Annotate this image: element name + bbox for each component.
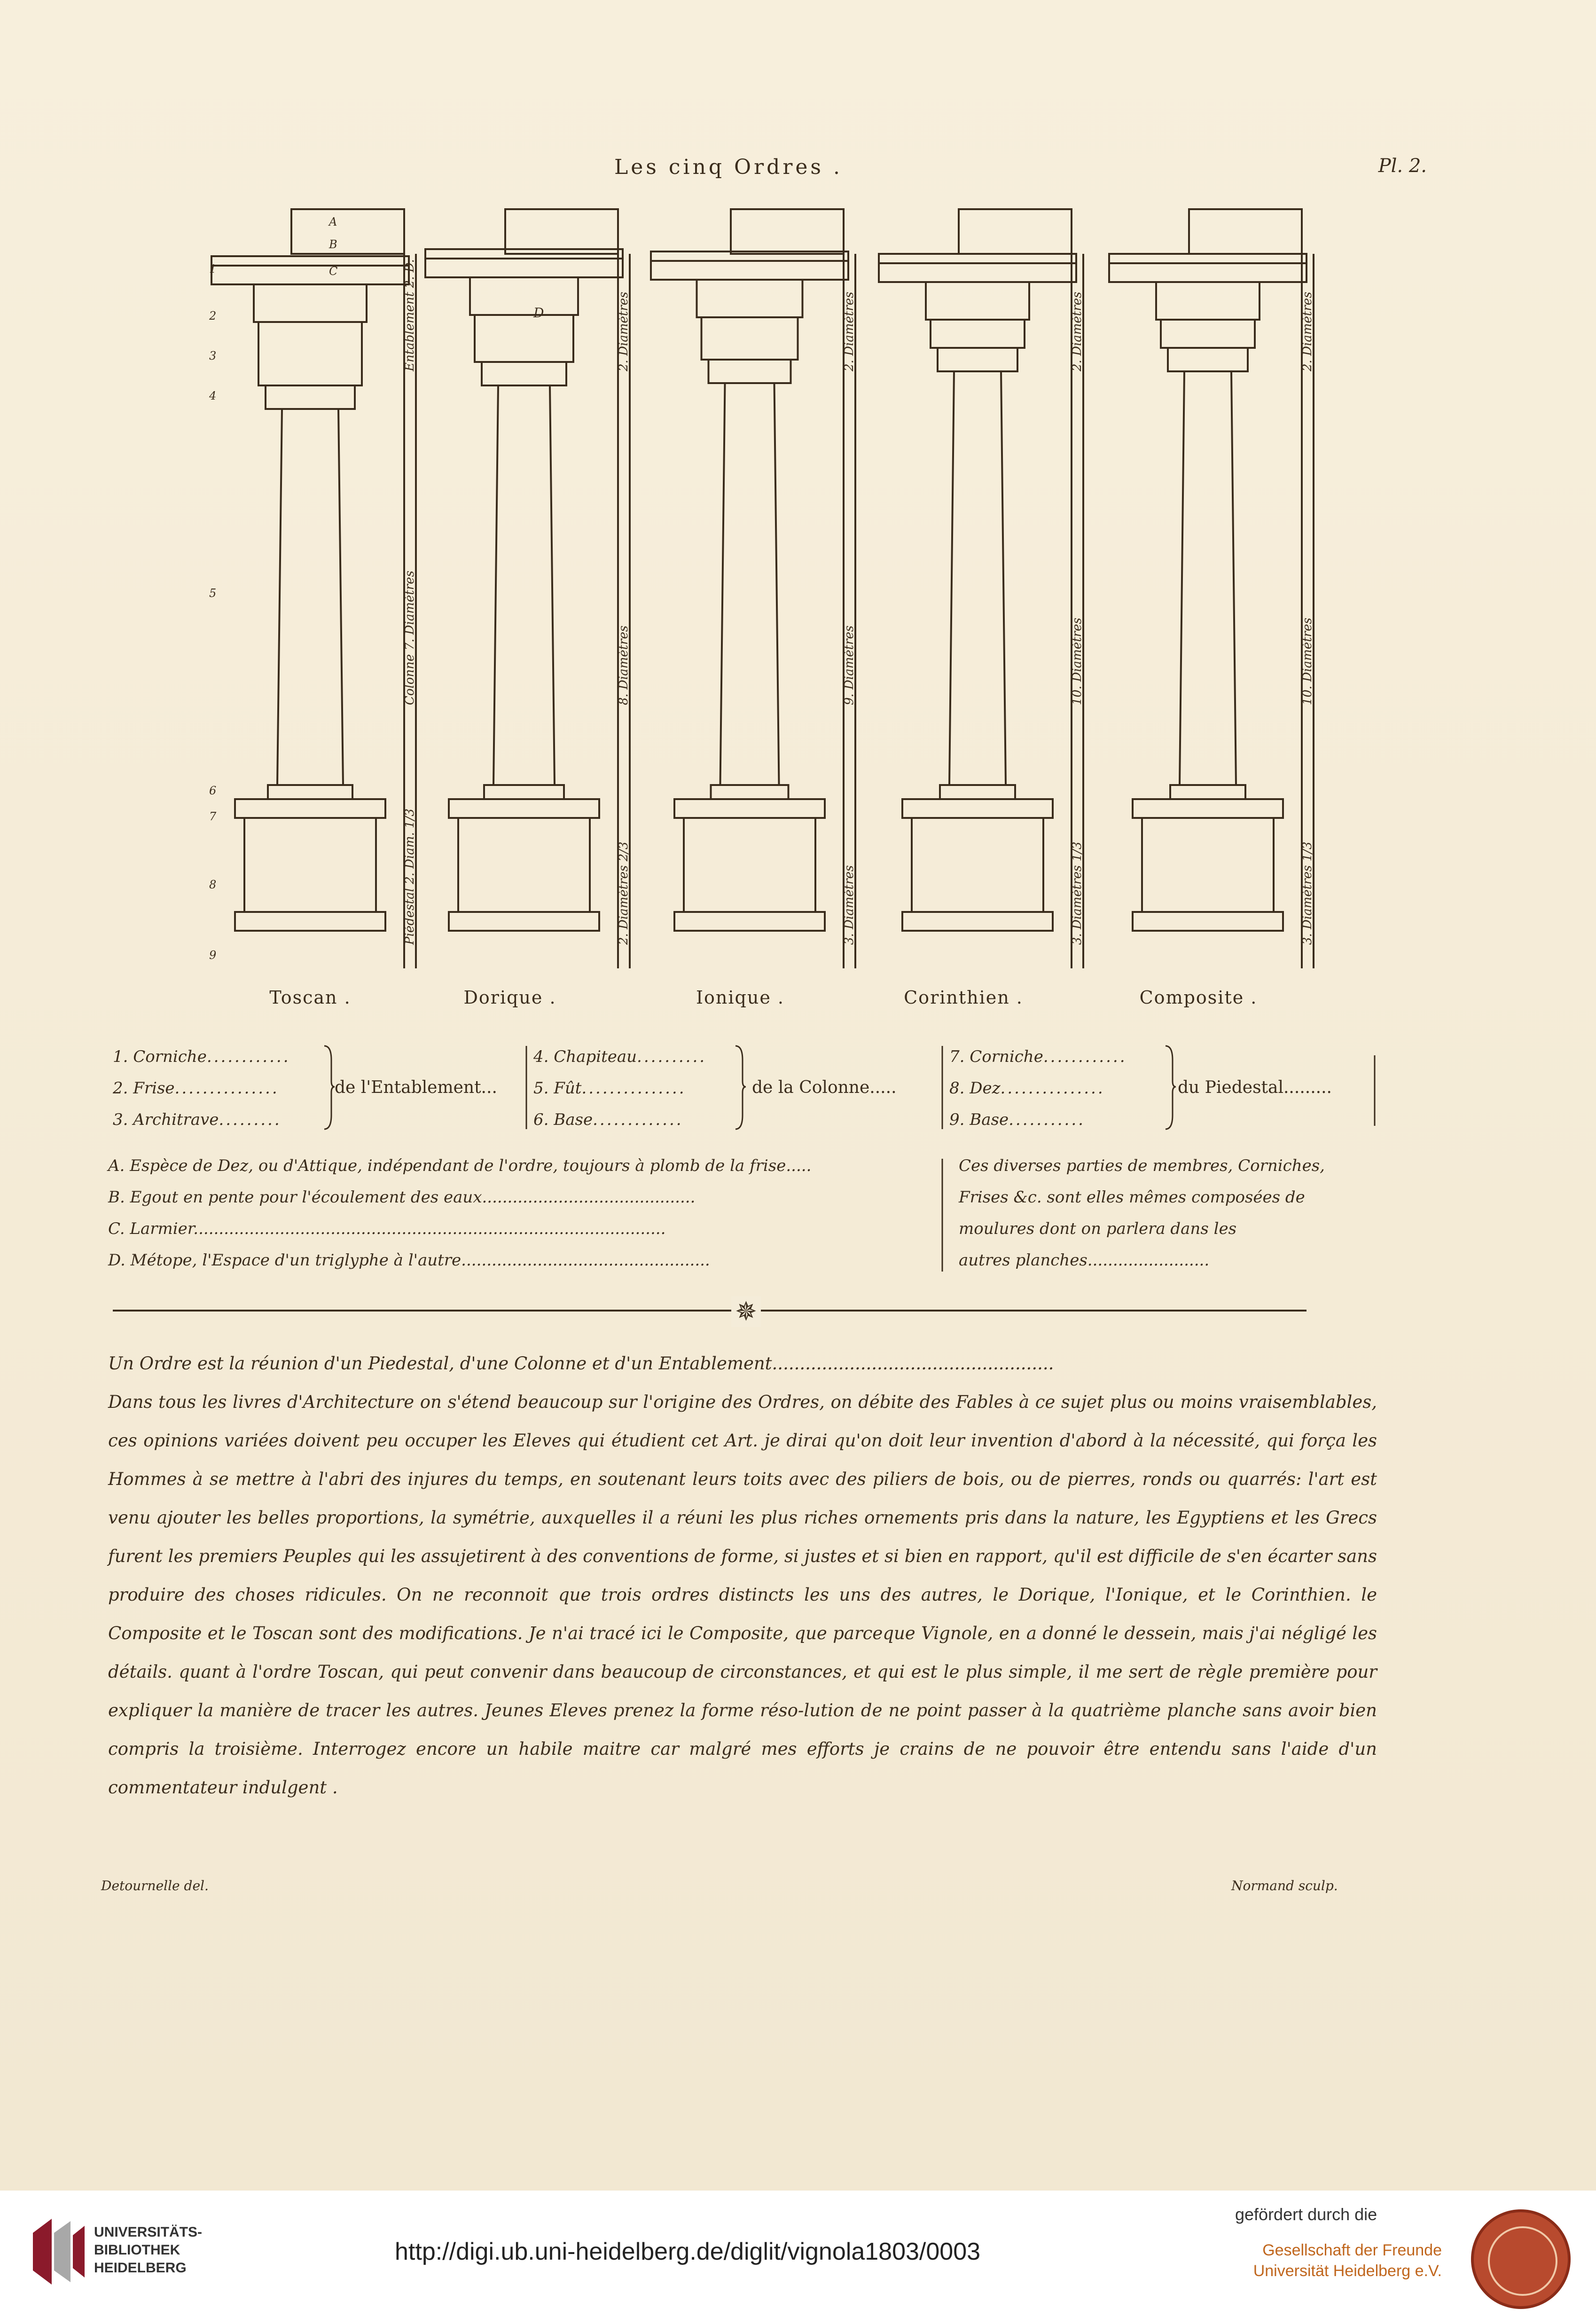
paragraph: Dans tous les livres d'Architecture on s'étend beaucoup sur l'origine des Ordres, on débite des Fables à ce sujet plus ou moins vraisemblables, ces opinions variées doivent peu occuper les Eleves qui étudient cet Art. je dirai qu'on doit leur invention d'abord à la nécessité, qui força les Hommes à se mettre à l'abri des injures du temps, en soutenant leurs toits avec des piliers de bois, ou de pierres, ronds ou quarrés: l'art est venu ajouter les belles proportions, la symétrie, auxquelles il a réuni les plus riches ornements pris dans la nature, les Egyptiens et les Grecs furent les premiers Peuples qui les assujetirent à des conventions de forme, si justes et si bien en rapport, qu'il est difficile de s'en écarter sans produire des choses ridicules. On ne reconnoit que trois ordres distincts les uns des autres, le Dorique, l'Ionique, et le Corinthien. le Composite et le Toscan sont des modifications. Je n'ai tracé ici le Composite, que parceque Vignole, en a donné le dessein, mais j'ai négligé les détails. quant à l'ordre Toscan, qui peut convenir dans beaucoup de circonstances, et qui est le plus simple, il me sert de règle première pour expliquer la manière de tracer les autres. Jeunes Eleves prenez la forme réso-lution de ne point passer à la quatrième planche sans avoir bien compris la troisième. Interrogez encore un habile maitre car malgré mes efforts je crains de ne pouvoir être entendu sans l'aide d'un commentateur indulgent . bbox=[108, 1392, 1377, 1798]
colonne-label: Colonne 7. Diamètres bbox=[403, 570, 417, 705]
entablement-label: Entablement 2. D. bbox=[403, 259, 417, 371]
legend-item: 4. Chapiteau.......... bbox=[533, 1047, 707, 1066]
colonne-label: 10. Diamètres bbox=[1300, 618, 1314, 705]
legend-item: 7. Corniche............ bbox=[949, 1047, 1127, 1066]
note-d: D. Métope, l'Espace d'un triglyphe à l'autre................................................. bbox=[108, 1251, 710, 1270]
legend-item: 8. Dez............... bbox=[949, 1079, 1105, 1098]
part-number: 4 bbox=[209, 389, 217, 402]
sponsor-label: gefördert durch die bbox=[1235, 2205, 1377, 2224]
credit-engraver: Normand sculp. bbox=[1231, 1878, 1338, 1893]
legend-group-colonne: de la Colonne..... bbox=[752, 1078, 897, 1097]
entablement-label: 2. Diamètres bbox=[617, 291, 631, 371]
legend-group-entablement: de l'Entablement... bbox=[335, 1078, 497, 1097]
entablement-label: 2. Diamètres bbox=[1300, 291, 1314, 371]
order-name-dorique: Dorique . bbox=[463, 987, 556, 1008]
part-number: 2 bbox=[209, 309, 217, 322]
colonne-label: 8. Diamètres bbox=[617, 625, 631, 705]
piedestal-label: 2. Diamètres 2/3 bbox=[617, 841, 631, 945]
legend-item: 9. Base........... bbox=[949, 1110, 1085, 1129]
piedestal-label: 3. Diamètres 1/3 bbox=[1070, 841, 1084, 945]
note-right: autres planches........................ bbox=[959, 1251, 1210, 1270]
part-number: 3 bbox=[209, 349, 217, 362]
piedestal-label: 3. Diamètres bbox=[842, 865, 856, 945]
library-name: UNIVERSITÄTS- BIBLIOTHEK HEIDELBERG bbox=[94, 2224, 203, 2276]
note-right: Ces diverses parties de membres, Corniches, bbox=[959, 1156, 1325, 1175]
order-name-toscan: Toscan . bbox=[269, 987, 351, 1008]
legend-item: 2. Frise............... bbox=[113, 1079, 279, 1098]
page-url[interactable]: http://digi.ub.uni-heidelberg.de/diglit/vignola1803/0003 bbox=[395, 2238, 981, 2265]
note-b: B. Egout en pente pour l'écoulement des eaux.......................................... bbox=[108, 1188, 696, 1207]
order-name-corinthien: Corinthien . bbox=[904, 987, 1023, 1008]
part-number: 1 bbox=[209, 262, 217, 275]
order-name-composite: Composite . bbox=[1139, 987, 1258, 1008]
part-letter: A bbox=[329, 215, 337, 228]
credit-draughtsman: Detournelle del. bbox=[101, 1878, 209, 1893]
metope-letter: D bbox=[533, 305, 544, 321]
paragraph: Un Ordre est la réunion d'un Piedestal, d'une Colonne et d'un Entablement................................................... bbox=[108, 1353, 1054, 1374]
note-a: A. Espèce de Dez, ou d'Attique, indépendant de l'ordre, toujours à plomb de la frise..... bbox=[108, 1156, 812, 1175]
divider-rule bbox=[113, 1310, 1307, 1312]
entablement-label: 2. Diamètres bbox=[1070, 291, 1084, 371]
note-right: moulures dont on parlera dans les bbox=[959, 1219, 1237, 1238]
colonne-label: 10. Diamètres bbox=[1070, 618, 1084, 705]
body-text bbox=[108, 1344, 1377, 1807]
note-c: C. Larmier............................................................................................. bbox=[108, 1219, 666, 1238]
part-number: 5 bbox=[209, 587, 217, 600]
piedestal-label: 3. Diamètres 1/3 bbox=[1300, 841, 1314, 945]
part-number: 6 bbox=[209, 784, 217, 797]
ub-logo-icon bbox=[33, 2219, 85, 2285]
part-number: 9 bbox=[209, 949, 217, 962]
piedestal-label: Piédestal 2. Diam. 1/3 bbox=[403, 809, 417, 945]
colonne-label: 9. Diamètres bbox=[842, 625, 856, 705]
legend-item: 3. Architrave......... bbox=[113, 1110, 282, 1129]
legend-item: 1. Corniche............ bbox=[113, 1047, 290, 1066]
part-letter: C bbox=[329, 265, 338, 278]
note-right: Frises &c. sont elles mêmes composées de bbox=[959, 1188, 1305, 1207]
sponsor-name: Gesellschaft der Freunde Universität Heidelberg e.V. bbox=[1253, 2241, 1442, 2280]
plate-number: Pl. 2. bbox=[1378, 155, 1427, 177]
part-letter: B bbox=[329, 238, 337, 251]
legend-item: 6. Base............. bbox=[533, 1110, 683, 1129]
legend-group-piedestal: du Piedestal......... bbox=[1178, 1078, 1332, 1097]
star-ornament: ✵ bbox=[731, 1296, 761, 1327]
footer-bar bbox=[0, 2191, 1596, 2317]
university-seal-icon bbox=[1471, 2209, 1571, 2309]
plate-title: Les cinq Ordres . bbox=[614, 155, 843, 179]
entablement-label: 2. Diamètres bbox=[842, 291, 856, 371]
part-number: 8 bbox=[209, 878, 217, 891]
part-number: 7 bbox=[209, 810, 217, 823]
order-name-ionique: Ionique . bbox=[696, 987, 784, 1008]
legend-item: 5. Fût............... bbox=[533, 1079, 686, 1098]
